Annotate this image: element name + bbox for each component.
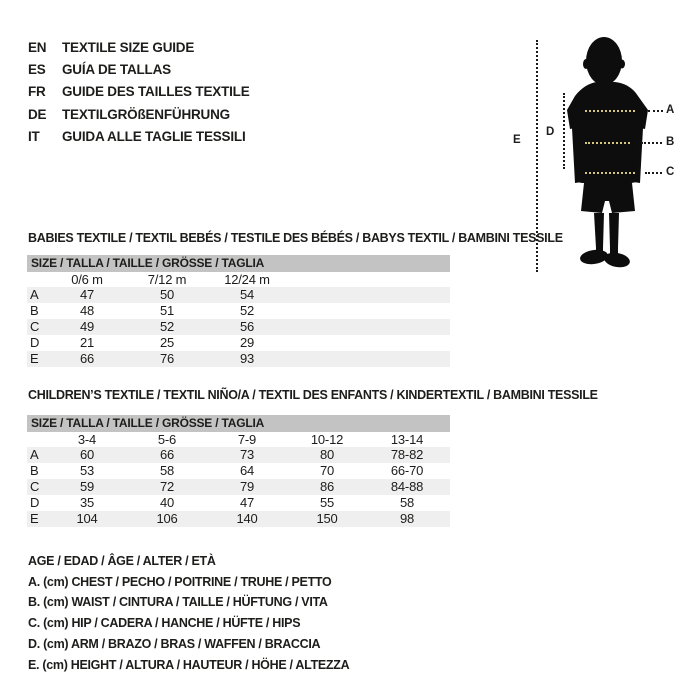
- table-row: [27, 463, 450, 479]
- language-title: TEXTILE SIZE GUIDE: [62, 39, 195, 55]
- child-silhouette-icon: [565, 36, 650, 272]
- cell: 140: [236, 511, 258, 526]
- cell: 84-88: [390, 479, 424, 494]
- language-title: GUIDA ALLE TAGLIE TESSILI: [62, 128, 246, 144]
- table-row: [27, 335, 450, 351]
- cell: 66-70: [390, 463, 424, 478]
- legend-height: E. (cm) HEIGHT / ALTURA / HAUTEUR / HÖHE / ALTEZZA: [28, 657, 350, 672]
- marker-e: E: [513, 134, 521, 146]
- cell: 66: [79, 351, 95, 366]
- column-header: 10-12: [310, 432, 344, 447]
- cell: 21: [79, 335, 95, 350]
- cell: 53: [79, 463, 95, 478]
- table-row: [27, 447, 450, 463]
- cell: 51: [159, 303, 175, 318]
- legend-chest: A. (cm) CHEST / PECHO / POITRINE / TRUHE / PETTO: [28, 574, 332, 589]
- language-code: IT: [28, 128, 40, 144]
- marker-a: A: [666, 104, 675, 116]
- language-row-es: [28, 58, 250, 80]
- cell: 60: [79, 447, 95, 462]
- row-label: A: [30, 287, 39, 302]
- row-label: C: [30, 319, 40, 334]
- language-row-de: [28, 103, 250, 125]
- hip-measure-line-c: [585, 172, 635, 174]
- children-size-table: [27, 432, 450, 527]
- language-code: EN: [28, 39, 47, 55]
- cell: 72: [159, 479, 175, 494]
- table-row: [27, 319, 450, 335]
- hip-measure-leader-c: [645, 172, 662, 174]
- row-label: B: [30, 463, 39, 478]
- cell: 52: [239, 303, 255, 318]
- cell: 64: [239, 463, 255, 478]
- language-title: GUÍA DE TALLAS: [62, 61, 171, 77]
- table-row: [27, 495, 450, 511]
- cell: 56: [239, 319, 255, 334]
- column-header: 0/6 m: [71, 272, 103, 287]
- chest-measure-leader-a: [648, 110, 663, 112]
- marker-b: B: [666, 136, 675, 148]
- column-header: 13-14: [390, 432, 424, 447]
- babies-section-title: BABIES TEXTILE / TEXTIL BEBÉS / TESTILE DES BÉBÉS / BABYS TEXTIL / BAMBINI TESSILE: [28, 231, 563, 245]
- cell: 76: [159, 351, 175, 366]
- column-header: 5-6: [157, 432, 177, 447]
- row-label: E: [30, 511, 39, 526]
- row-label: C: [30, 479, 40, 494]
- row-label: D: [30, 495, 40, 510]
- row-label: B: [30, 303, 39, 318]
- row-label: D: [30, 335, 40, 350]
- legend-waist: B. (cm) WAIST / CINTURA / TAILLE / HÜFTUNG / VITA: [28, 595, 328, 610]
- cell: 98: [399, 511, 415, 526]
- table-row: [27, 511, 450, 527]
- cell: 40: [159, 495, 175, 510]
- language-row-it: [28, 125, 250, 147]
- language-title: TEXTILGRÖßENFÜHRUNG: [62, 106, 230, 122]
- legend-age: AGE / EDAD / ÂGE / ALTER / ETÀ: [28, 554, 216, 568]
- cell: 86: [319, 479, 335, 494]
- language-code: FR: [28, 84, 46, 100]
- babies-column-header-row: [27, 272, 450, 287]
- cell: 47: [79, 287, 95, 302]
- cell: 104: [76, 511, 98, 526]
- cell: 73: [239, 447, 255, 462]
- column-header: 7/12 m: [147, 272, 187, 287]
- cell: 93: [239, 351, 255, 366]
- language-title-list: [28, 36, 250, 147]
- cell: 49: [79, 319, 95, 334]
- cell: 66: [159, 447, 175, 462]
- children-column-header-row: [27, 432, 450, 447]
- column-header: 3-4: [77, 432, 97, 447]
- table-row: [27, 479, 450, 495]
- cell: 59: [79, 479, 95, 494]
- cell: 78-82: [390, 447, 424, 462]
- cell: 35: [79, 495, 95, 510]
- children-size-header-bar: SIZE / TALLA / TAILLE / GRÖSSE / TAGLIA: [27, 415, 450, 432]
- language-row-en: [28, 36, 250, 58]
- marker-d: D: [546, 126, 555, 138]
- cell: 80: [319, 447, 335, 462]
- language-code: ES: [28, 61, 46, 77]
- legend-hip: C. (cm) HIP / CADERA / HANCHE / HÜFTE / HIPS: [28, 616, 301, 631]
- waist-measure-line-b: [585, 142, 630, 144]
- babies-size-header-bar: SIZE / TALLA / TAILLE / GRÖSSE / TAGLIA: [27, 255, 450, 272]
- table-row: [27, 287, 450, 303]
- cell: 47: [239, 495, 255, 510]
- cell: 58: [399, 495, 415, 510]
- column-header: 12/24 m: [224, 272, 270, 287]
- children-section-title: CHILDREN’S TEXTILE / TEXTIL NIÑO/A / TEXTIL DES ENFANTS / KINDERTEXTIL / BAMBINI TESSILE: [28, 388, 598, 402]
- cell: 150: [316, 511, 338, 526]
- language-code: DE: [28, 106, 47, 122]
- column-header: 7-9: [237, 432, 257, 447]
- arm-measure-line-d: [563, 93, 565, 169]
- cell: 29: [239, 335, 255, 350]
- waist-measure-leader-b: [641, 142, 662, 144]
- cell: 48: [79, 303, 95, 318]
- cell: 50: [159, 287, 175, 302]
- cell: 58: [159, 463, 175, 478]
- legend-arm: D. (cm) ARM / BRAZO / BRAS / WAFFEN / BRACCIA: [28, 636, 321, 651]
- row-label: A: [30, 447, 39, 462]
- measurement-legend: [28, 551, 349, 675]
- table-row: [27, 351, 450, 367]
- cell: 54: [239, 287, 255, 302]
- cell: 70: [319, 463, 335, 478]
- cell: 106: [156, 511, 178, 526]
- cell: 52: [159, 319, 175, 334]
- language-row-fr: [28, 81, 250, 103]
- cell: 79: [239, 479, 255, 494]
- cell: 25: [159, 335, 175, 350]
- cell: 55: [319, 495, 335, 510]
- chest-measure-line-a: [585, 110, 635, 112]
- marker-c: C: [666, 166, 675, 178]
- table-row: [27, 303, 450, 319]
- language-title: GUIDE DES TAILLES TEXTILE: [62, 84, 250, 100]
- babies-size-table: [27, 272, 450, 367]
- row-label: E: [30, 351, 39, 366]
